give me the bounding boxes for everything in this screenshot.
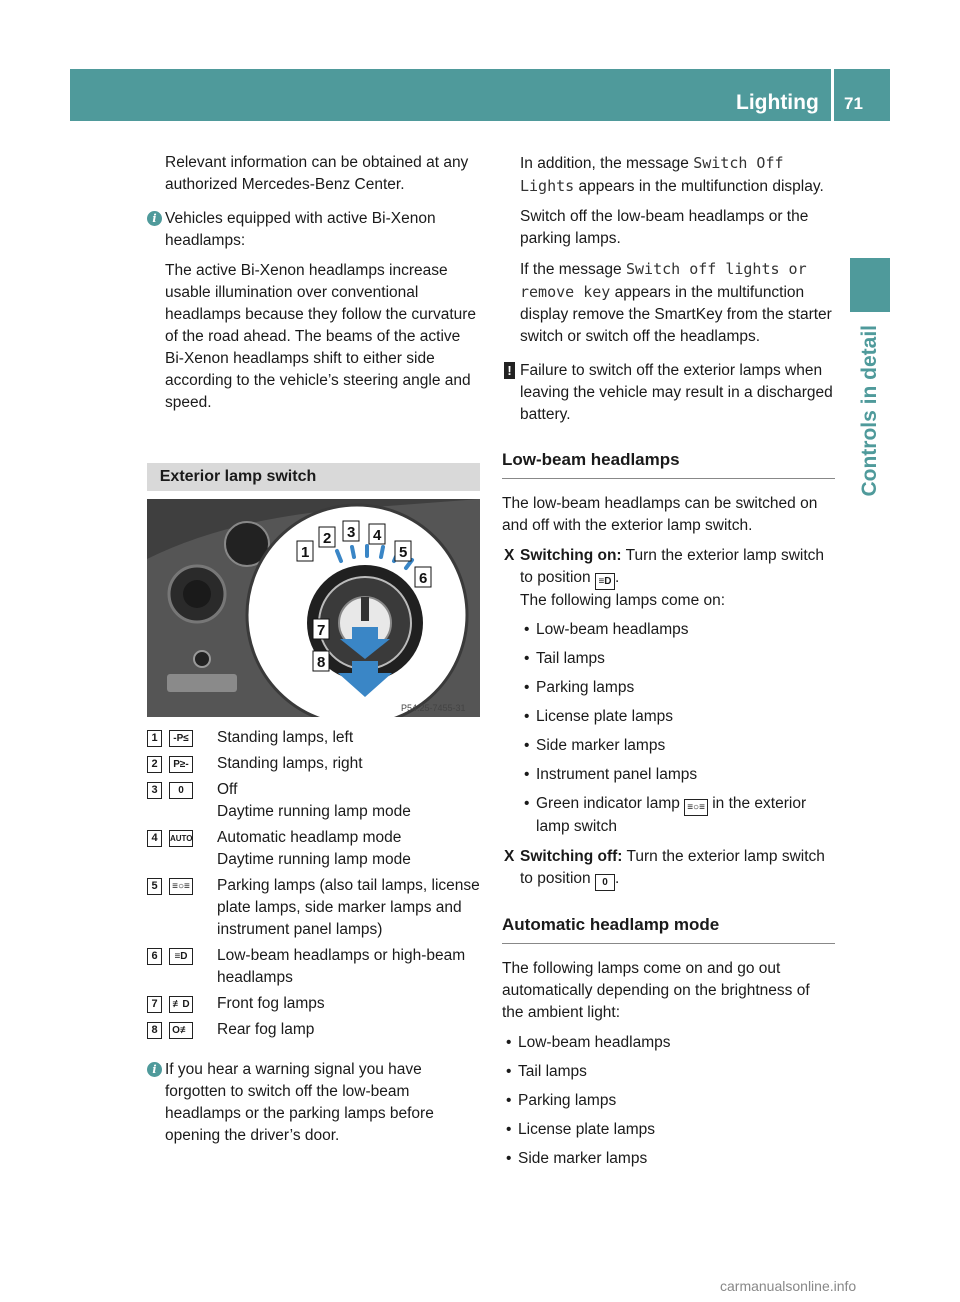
- chapter-title: Lighting: [736, 91, 819, 114]
- info-text: The active Bi-Xenon headlamps increase usable illumination over conventional headlamps because they follow the curvature of the road ahead. The beams of the active Bi-Xenon headlamps shift to either side according to the vehicle’s steering angle and speed.: [165, 262, 477, 411]
- list-item: • Instrument panel lamps: [524, 766, 698, 783]
- legend-item: [147, 727, 482, 749]
- legend-number: 5: [147, 878, 162, 895]
- callout-label: 7: [317, 622, 326, 639]
- low-beam-icon: ≡D: [595, 573, 615, 590]
- intro-paragraph: Relevant information can be obtained at any authorized Mercedes-Benz Center.: [165, 154, 469, 193]
- list-item: • Tail lamps: [524, 650, 605, 667]
- legend-text: Automatic headlamp mode: [217, 829, 402, 846]
- legend-number: 2: [147, 756, 162, 773]
- step-switching-off: X Switching off: Turn the exterior lamp switch to position 0 .: [502, 846, 835, 891]
- legend-text: Low-beam headlamps or high-beam headlamps: [217, 947, 466, 986]
- front-fog-lamp-icon: ≢D: [169, 996, 193, 1013]
- list-item: • Side marker lamps: [524, 737, 666, 754]
- list-item: • Low-beam headlamps: [524, 621, 689, 638]
- legend-text: Rear fog lamp: [217, 1021, 315, 1038]
- warning-note: [502, 360, 835, 426]
- parking-lamp-icon: ≡○≡: [684, 799, 708, 816]
- message-paragraph: In addition, the message Switch Off Lights appears in the multifunction display.: [520, 154, 824, 195]
- legend-list: [147, 727, 482, 1041]
- page-number: 71: [844, 94, 863, 113]
- warning-text: Failure to switch off the exterior lamps when leaving the vehicle may result in a discharged battery.: [520, 362, 833, 423]
- list-item: • Side marker lamps: [506, 1150, 648, 1167]
- list-item: • Parking lamps: [506, 1092, 617, 1109]
- auto-headlamp-icon: AUTO: [169, 830, 193, 847]
- section-heading: Exterior lamp switch: [147, 463, 480, 491]
- right-column: [502, 152, 835, 1177]
- exterior-lamp-switch-photo: [147, 499, 480, 717]
- callout-label: 8: [317, 654, 326, 671]
- legend-text: Daytime running lamp mode: [217, 851, 411, 868]
- callout-label: 6: [419, 570, 428, 587]
- switch-illustration: [147, 499, 480, 717]
- legend-item: [147, 779, 482, 823]
- info-icon: i: [147, 211, 162, 226]
- standing-lamp-left-icon: -P≤: [169, 730, 193, 747]
- off-position-icon: 0: [595, 874, 615, 891]
- legend-item: [147, 993, 482, 1015]
- list-item: • Low-beam headlamps: [506, 1034, 671, 1051]
- info-note-bi-xenon: [147, 208, 482, 414]
- message-paragraph: If the message Switch off lights or remove key appears in the multifunction display remove the SmartKey from the starter switch or switch off the headlamps.: [520, 260, 832, 345]
- legend-item: [147, 875, 482, 941]
- legend-text: Standing lamps, right: [217, 755, 363, 772]
- step-switching-on: X Switching on: Turn the exterior lamp switch to position ≡D . The following lamps come on: • Low-beam headlamps • Tail lamps • Parking lamps • License plate lamps • Side marker lamps • Instrument panel lamps • Green indicator lamp ≡○≡ in the exterior lamp switch: [502, 545, 835, 838]
- list-item: • Green indicator lamp ≡○≡ in the exterior lamp switch: [524, 795, 807, 835]
- header-divider: [831, 69, 834, 121]
- legend-number: 7: [147, 996, 162, 1013]
- info-text: Vehicles equipped with active Bi-Xenon headlamps:: [165, 210, 436, 249]
- display-message: Switch off lights or remove key: [520, 260, 807, 301]
- legend-text: Parking lamps (also tail lamps, license plate lamps, side marker lamps and instrument panel lamps): [217, 877, 480, 938]
- legend-text: Front fog lamps: [217, 995, 325, 1012]
- off-position-icon: 0: [169, 782, 193, 799]
- legend-text: Off: [217, 781, 238, 798]
- callout-label: 1: [301, 544, 310, 561]
- info-text: If you hear a warning signal you have forgotten to switch off the low-beam headlamps or the parking lamps before opening the driver’s door.: [165, 1061, 434, 1144]
- legend-number: 3: [147, 782, 162, 799]
- step-text: The following lamps come on:: [520, 592, 726, 609]
- instruction-paragraph: Switch off the low-beam headlamps or the parking lamps.: [520, 208, 809, 247]
- callout-label: 4: [373, 527, 382, 544]
- photo-code: P54.25-7455-31: [401, 703, 466, 713]
- list-item: • Tail lamps: [506, 1063, 587, 1080]
- info-note-warning-signal: [147, 1059, 482, 1147]
- callout-label: 5: [399, 544, 408, 561]
- auto-lamp-list: [502, 1032, 835, 1170]
- lamp-list: [520, 619, 835, 838]
- legend-item: [147, 827, 482, 871]
- step-arrow-icon: X: [504, 848, 515, 865]
- callout-label: 2: [323, 530, 332, 547]
- info-icon: i: [147, 1062, 162, 1077]
- rear-fog-lamp-icon: O≢: [169, 1022, 193, 1039]
- display-message: Switch Off Lights: [520, 154, 784, 195]
- callout-label: 3: [347, 524, 356, 541]
- step-arrow-icon: X: [504, 547, 515, 564]
- parking-lamp-icon: ≡○≡: [169, 878, 193, 895]
- legend-number: 6: [147, 948, 162, 965]
- legend-text: Standing lamps, left: [217, 729, 354, 746]
- legend-item: [147, 753, 482, 775]
- auto-intro: The following lamps come on and go out automatically depending on the brightness of the ambient light:: [502, 960, 810, 1021]
- side-tab-marker: [850, 258, 890, 312]
- list-item: • License plate lamps: [524, 708, 673, 725]
- warning-icon: !: [504, 362, 515, 379]
- left-column: [147, 152, 482, 1147]
- list-item: • Parking lamps: [524, 679, 635, 696]
- legend-item: [147, 945, 482, 989]
- standing-lamp-right-icon: P≥-: [169, 756, 193, 773]
- legend-number: 1: [147, 730, 162, 747]
- legend-number: 4: [147, 830, 162, 847]
- heading-automatic-headlamp: Automatic headlamp mode: [502, 913, 835, 944]
- watermark[interactable]: carmanualsonline.info: [720, 1278, 857, 1294]
- legend-text: Daytime running lamp mode: [217, 803, 411, 820]
- list-item: • License plate lamps: [506, 1121, 655, 1138]
- low-beam-icon: ≡D: [169, 948, 193, 965]
- legend-item: [147, 1019, 482, 1041]
- low-beam-intro: The low-beam headlamps can be switched on and off with the exterior lamp switch.: [502, 495, 818, 534]
- legend-number: 8: [147, 1022, 162, 1039]
- heading-low-beam: Low-beam headlamps: [502, 448, 835, 479]
